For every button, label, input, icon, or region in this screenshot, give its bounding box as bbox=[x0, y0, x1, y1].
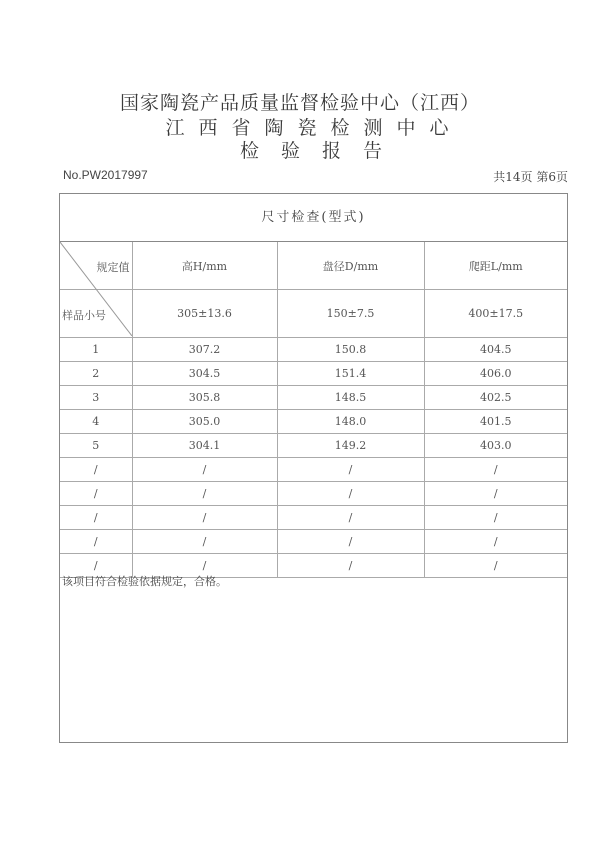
column-header: 盘径D/mm bbox=[277, 242, 424, 290]
report-number: No.PW2017997 bbox=[63, 168, 148, 182]
conclusion-text: 该项目符合检验依据规定，合格。 bbox=[62, 575, 227, 588]
measurement-cell: 406.0 bbox=[424, 362, 567, 386]
measurement-cell: 305.0 bbox=[132, 410, 277, 434]
table-row bbox=[60, 458, 567, 482]
report-title-line-3: 检验报告 bbox=[239, 140, 404, 162]
corner-sample-cell bbox=[60, 290, 132, 338]
measurement-cell: 149.2 bbox=[277, 434, 424, 458]
measurement-cell: / bbox=[277, 554, 424, 578]
header-row bbox=[60, 242, 567, 290]
measurement-cell: / bbox=[132, 482, 277, 506]
measurement-cell: 304.1 bbox=[132, 434, 277, 458]
measurement-cell: / bbox=[132, 554, 277, 578]
table-row bbox=[60, 434, 567, 458]
column-header: 高H/mm bbox=[132, 242, 277, 290]
measurement-cell: 307.2 bbox=[132, 338, 277, 362]
measurement-cell: / bbox=[277, 530, 424, 554]
section-title: 尺寸检查(型式) bbox=[60, 194, 567, 242]
measurement-cell: 151.4 bbox=[277, 362, 424, 386]
report-title-line-1: 国家陶瓷产品质量监督检验中心（江西） bbox=[119, 92, 480, 114]
standard-value: 400±17.5 bbox=[424, 290, 567, 338]
sample-number-cell: / bbox=[60, 482, 132, 506]
measurement-cell: / bbox=[277, 482, 424, 506]
standard-value: 150±7.5 bbox=[277, 290, 424, 338]
measurement-cell: 404.5 bbox=[424, 338, 567, 362]
sample-number-cell: 3 bbox=[60, 386, 132, 410]
table-row bbox=[60, 506, 567, 530]
table-row bbox=[60, 338, 567, 362]
measurement-cell: 304.5 bbox=[132, 362, 277, 386]
measurement-cell: 150.8 bbox=[277, 338, 424, 362]
measurement-cell: / bbox=[132, 458, 277, 482]
measurement-cell: / bbox=[132, 530, 277, 554]
table-row bbox=[60, 386, 567, 410]
corner-label-sample: 样品小号 bbox=[62, 309, 106, 322]
measurement-cell: 148.5 bbox=[277, 386, 424, 410]
column-header: 爬距L/mm bbox=[424, 242, 567, 290]
sample-number-cell: / bbox=[60, 458, 132, 482]
measurement-cell: / bbox=[424, 530, 567, 554]
corner-label-spec: 规定值 bbox=[96, 261, 130, 274]
standard-row bbox=[60, 290, 567, 338]
table-row bbox=[60, 530, 567, 554]
table-row bbox=[60, 362, 567, 386]
measurement-cell: 401.5 bbox=[424, 410, 567, 434]
sample-number-cell: / bbox=[60, 530, 132, 554]
table-row bbox=[60, 482, 567, 506]
sample-number-cell: 4 bbox=[60, 410, 132, 434]
measurement-cell: / bbox=[424, 554, 567, 578]
measurement-cell: 402.5 bbox=[424, 386, 567, 410]
report-title-line-2: 江西省陶瓷检测中心 bbox=[165, 117, 463, 139]
measurement-cell: / bbox=[424, 458, 567, 482]
dimension-table bbox=[60, 242, 567, 578]
page-info: 共14页 第6页 bbox=[493, 170, 568, 184]
measurement-cell: 148.0 bbox=[277, 410, 424, 434]
measurement-cell: 403.0 bbox=[424, 434, 567, 458]
sample-number-cell: 1 bbox=[60, 338, 132, 362]
measurement-cell: 305.8 bbox=[132, 386, 277, 410]
measurement-cell: / bbox=[424, 506, 567, 530]
measurement-cell: / bbox=[132, 506, 277, 530]
sample-number-cell: 5 bbox=[60, 434, 132, 458]
standard-value: 305±13.6 bbox=[132, 290, 277, 338]
sample-number-cell: / bbox=[60, 554, 132, 578]
measurement-cell: / bbox=[277, 458, 424, 482]
sample-number-cell: / bbox=[60, 506, 132, 530]
report-frame bbox=[59, 193, 568, 743]
table-row bbox=[60, 410, 567, 434]
measurement-cell: / bbox=[277, 506, 424, 530]
sample-number-cell: 2 bbox=[60, 362, 132, 386]
measurement-cell: / bbox=[424, 482, 567, 506]
corner-header-cell bbox=[60, 242, 132, 290]
